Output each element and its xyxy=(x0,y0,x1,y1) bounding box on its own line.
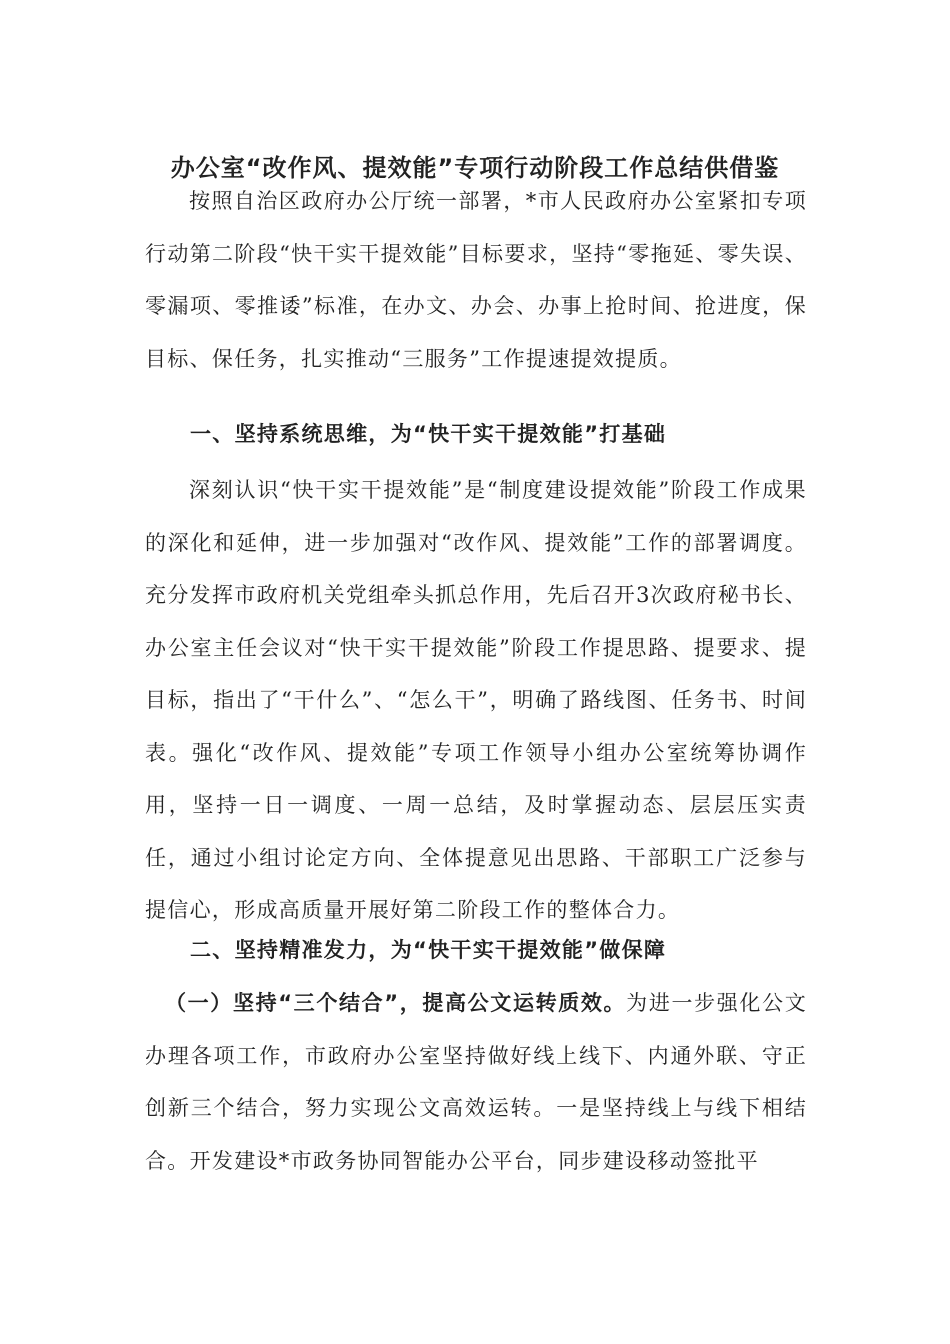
section-2-heading: 二、坚持精准发力，为“快干实干提效能”做保障 xyxy=(190,938,667,962)
subsection-1-lead: （一）坚持“三个结合”，提高公文运转质效。 xyxy=(165,991,627,1015)
section-2-paragraph xyxy=(145,977,807,1187)
subsection-1-body: 为进一步强化公文办理各项工作，市政府办公室坚持做好线上线下、内通外联、守正创新三个结合，努力实现公文高效运转。一是坚持线上与线下相结合。开发建设*市政务协同智能办公平台，同步建设移动签批平 xyxy=(145,991,807,1173)
section-1-paragraph: 深刻认识“快干实干提效能”是“制度建设提效能”阶段工作成果的深化和延伸，进一步加强对“改作风、提效能”工作的部署调度。充分发挥市政府机关党组牵头抓总作用，先后召开3次政府秘书长、办公室主任会议对“快干实干提效能”阶段工作提思路、提要求、提目标，指出了“干什么”、“怎么干”，明确了路线图、任务书、时间表。强化“改作风、提效能”专项工作领导小组办公室统筹协调作用，坚持一日一调度、一周一总结，及时掌握动态、层层压实责任，通过小组讨论定方向、全体提意见出思路、干部职工广泛参与提信心，形成高质量开展好第二阶段工作的整体合力。 xyxy=(145,478,807,922)
section-1-heading: 一、坚持系统思维，为“快干实干提效能”打基础 xyxy=(190,422,667,446)
document-title: 办公室“改作风、提效能”专项行动阶段工作总结供借鉴 xyxy=(170,154,780,182)
intro-paragraph: 按照自治区政府办公厅统一部署，*市人民政府办公室紧扣专项行动第二阶段“快干实干提效能”目标要求，坚持“零拖延、零失误、零漏项、零推诿”标准，在办文、办会、办事上抢时间、抢进度，保目标、保任务，扎实推动“三服务”工作提速提效提质。 xyxy=(145,189,807,371)
